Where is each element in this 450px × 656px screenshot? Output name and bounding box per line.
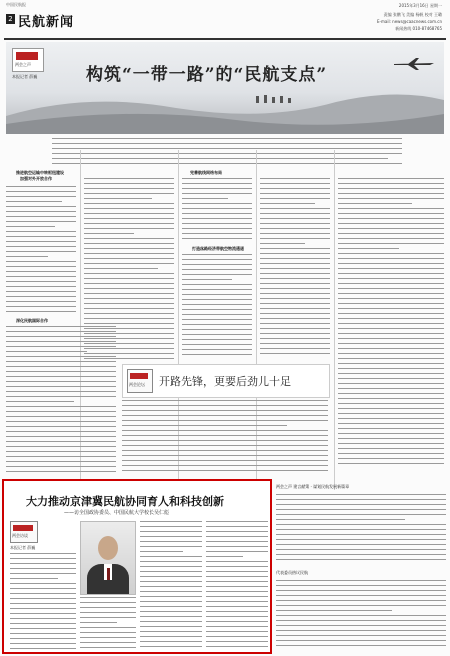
banner-title: 构筑“一带一路”的“民航支点” bbox=[86, 65, 328, 85]
portrait-photo bbox=[80, 521, 136, 595]
commentary-box bbox=[122, 364, 330, 398]
article-column bbox=[182, 254, 252, 360]
banner-byline: 本报记者 薛巍 bbox=[12, 74, 38, 79]
side-article-text bbox=[276, 580, 446, 652]
logo-liang-hui-interview bbox=[10, 521, 38, 543]
subhead: 打造丝路经济带航空物流通道 bbox=[192, 246, 244, 251]
lead-text bbox=[52, 138, 402, 166]
article-column bbox=[182, 178, 252, 242]
feature-text bbox=[140, 521, 202, 651]
subhead: 完善航线网络布局 bbox=[190, 170, 222, 175]
logo-label: 两会访谈 bbox=[12, 533, 28, 538]
column-rule bbox=[334, 150, 335, 490]
commentary-title: 开路先锋，更要后劲儿十足 bbox=[159, 375, 291, 388]
side-article-head: 代表委员热议民航 bbox=[276, 570, 308, 575]
header-editors: 责编 张鹏飞 美编 杨帆 校对 王璐 bbox=[383, 12, 442, 17]
logo-liang-hui bbox=[12, 48, 44, 72]
article-column bbox=[260, 178, 330, 360]
feature-text bbox=[10, 553, 76, 651]
header-email: E-mail: news@caacnews.com.cn bbox=[377, 19, 442, 24]
side-article-head: 两会之声 建言献策 · 谋划民航发展新篇章 bbox=[276, 484, 350, 489]
desert-dune-image bbox=[6, 88, 444, 134]
subhead: 推进航空运输中转枢纽建设 bbox=[16, 170, 64, 175]
logo-liang-hui-forum bbox=[127, 369, 153, 393]
feature-title[interactable]: 大力推动京津冀民航协同育人和科技创新 bbox=[26, 495, 224, 508]
section-title: 民航新闻 bbox=[18, 15, 75, 30]
paper-name: 中国民航报 bbox=[6, 2, 26, 7]
header-hotline: 新闻热线 010-87468765 bbox=[395, 26, 442, 31]
feature-interview[interactable] bbox=[2, 479, 272, 654]
article-column bbox=[338, 178, 444, 474]
header-date: 2015年3月16日 星期一 bbox=[398, 3, 442, 8]
airplane-icon bbox=[394, 58, 434, 70]
side-article-text bbox=[276, 494, 446, 564]
feature-subtitle: ——访全国政协委员、中国民航大学校长吴仁彪 bbox=[64, 510, 170, 516]
feature-text bbox=[206, 521, 268, 651]
logo-label: 两会论坛 bbox=[129, 382, 145, 387]
section-number: 2 bbox=[6, 14, 15, 24]
feature-text bbox=[80, 597, 136, 651]
feature-byline: 本报记者 薛巍 bbox=[10, 545, 36, 550]
commentary-text bbox=[122, 400, 328, 474]
subhead: 加强对外开放合作 bbox=[20, 176, 52, 181]
subhead: 深化民航国际合作 bbox=[16, 318, 48, 323]
banner bbox=[6, 42, 444, 134]
article-column bbox=[6, 186, 76, 314]
logo-label: 两会之声 bbox=[15, 62, 31, 67]
page-header bbox=[4, 2, 446, 40]
article-column bbox=[6, 326, 116, 476]
